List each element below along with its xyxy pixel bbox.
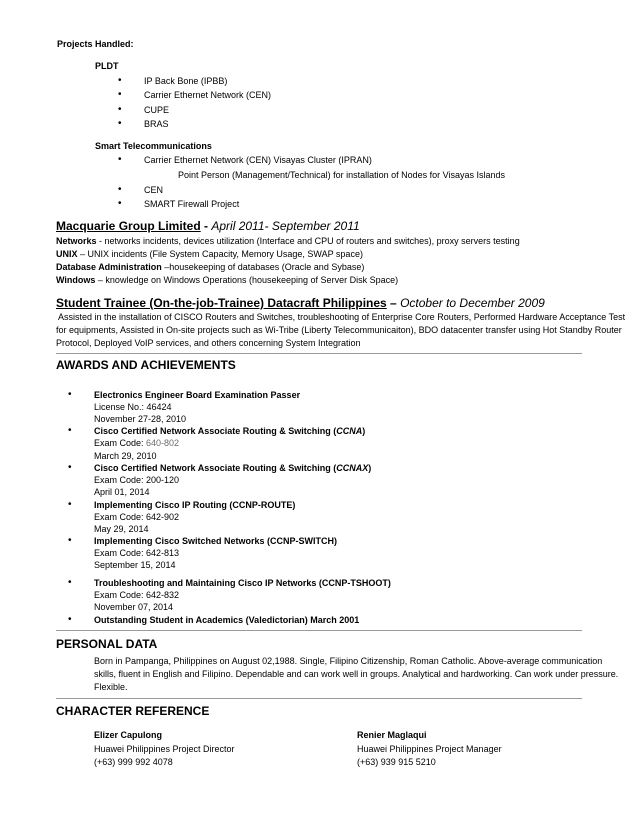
trainee-line: Assisted in the installation of CISCO Routers and Switches, troubleshooting of Enterprise Core Routers, Performed Hardware Acceptance Test: [58, 312, 626, 322]
trainee-line: Protocol, Deployed VoIP services, and others concerning System Integration: [56, 338, 361, 348]
award-title: • Implementing Cisco IP Routing (CCNP-ROUTE): [94, 499, 295, 511]
duty-text: – UNIX incidents (File System Capacity, Memory Usage, SWAP space): [77, 249, 363, 259]
award-title: • Cisco Certified Network Associate Routing & Switching (CCNA): [94, 425, 365, 437]
macquarie-separator: -: [200, 219, 212, 233]
award-date: November 07, 2014: [94, 602, 174, 612]
personal-line: skills, fluent in English and Filipino. Dependable and can work well in groups. Analytical and hardworking. Can work under pressure.: [94, 669, 619, 679]
reference-heading: CHARACTER REFERENCE: [56, 704, 210, 718]
award-detail: Exam Code: 640-802: [94, 438, 180, 448]
duty-text: –housekeeping of databases (Oracle and Sybase): [161, 262, 365, 272]
reference-name: Renier Maglaqui: [357, 730, 427, 740]
macquarie-line: [56, 235, 520, 247]
reference-name: Elizer Capulong: [94, 730, 163, 740]
section-divider: [56, 630, 582, 631]
duty-label: Networks: [56, 236, 97, 246]
personal-line: Flexible.: [94, 682, 128, 692]
smart-item: • CEN: [144, 184, 163, 196]
award-date: November 27-28, 2010: [94, 414, 187, 424]
pldt-item: • Carrier Ethernet Network (CEN): [144, 89, 271, 101]
section-divider: [56, 353, 582, 354]
macquarie-line: [56, 248, 363, 260]
award-detail: Exam Code: 200-120: [94, 475, 180, 485]
projects-heading: Projects Handled:: [57, 39, 134, 49]
personal-heading: PERSONAL DATA: [56, 637, 158, 651]
award-date: March 29, 2010: [94, 451, 157, 461]
pldt-item: • CUPE: [144, 104, 169, 116]
macquarie-dates: April 2011- September 2011: [211, 219, 360, 233]
smart-item-sub: Point Person (Management/Technical) for installation of Nodes for Visayas Islands: [178, 170, 506, 180]
duty-text: – knowledge on Windows Operations (housekeeping of Server Disk Space): [95, 275, 399, 285]
award-date: May 29, 2014: [94, 524, 149, 534]
trainee-separator: –: [386, 296, 401, 310]
duty-label: Windows: [56, 275, 96, 285]
award-title: • Outstanding Student in Academics (Valedictorian) March 2001: [94, 614, 359, 626]
award-title: • Implementing Cisco Switched Networks (CCNP-SWITCH): [94, 535, 337, 547]
award-date: September 15, 2014: [94, 560, 176, 570]
trainee-heading: [56, 296, 545, 310]
smart-item: • SMART Firewall Project: [144, 198, 239, 210]
trainee-line: for equipments, Assisted in On-site projects such as Wi-Tribe (Liberty Telecommunicaiton), BDO datacenter transfer using Hot Standby Router: [56, 325, 622, 335]
reference-phone: (+63) 999 992 4078: [94, 757, 173, 767]
pldt-label: PLDT: [95, 61, 119, 71]
award-title: • Cisco Certified Network Associate Routing & Switching (CCNAX): [94, 462, 371, 474]
trainee-title: Student Trainee (On-the-job-Trainee) Datacraft Philippines: [56, 296, 387, 310]
macquarie-line: [56, 261, 364, 273]
award-detail: License No.: 46424: [94, 402, 172, 412]
exam-code: 640-802: [146, 438, 180, 448]
pldt-item: • BRAS: [144, 118, 169, 130]
macquarie-heading: [56, 219, 360, 233]
award-detail: Exam Code: 642-832: [94, 590, 180, 600]
duty-text: - networks incidents, devices utilization (Interface and CPU of routers and switches), proxy servers testing: [96, 236, 520, 246]
personal-line: Born in Pampanga, Philippines on August 02,1988. Single, Filipino Citizenship, Roman Catholic. Above-average communication: [94, 656, 603, 666]
duty-label: UNIX: [56, 249, 78, 259]
reference-role: Huawei Philippines Project Director: [94, 744, 235, 754]
smart-item: • Carrier Ethernet Network (CEN) Visayas Cluster (IPRAN): [144, 154, 372, 166]
reference-phone: (+63) 939 915 5210: [357, 757, 436, 767]
section-divider: [56, 698, 582, 699]
duty-label: Database Administration: [56, 262, 162, 272]
macquarie-line: [56, 274, 398, 286]
award-detail: Exam Code: 642-813: [94, 548, 180, 558]
award-date: April 01, 2014: [94, 487, 150, 497]
award-title: • Troubleshooting and Maintaining Cisco IP Networks (CCNP-TSHOOT): [94, 577, 391, 589]
award-detail: Exam Code: 642-902: [94, 512, 180, 522]
pldt-item: • IP Back Bone (IPBB): [144, 75, 227, 87]
awards-heading: AWARDS AND ACHIEVEMENTS: [56, 358, 236, 372]
reference-role: Huawei Philippines Project Manager: [357, 744, 502, 754]
smart-label: Smart Telecommunications: [95, 141, 212, 151]
macquarie-company: Macquarie Group Limited: [56, 219, 201, 233]
award-title: • Electronics Engineer Board Examination Passer: [94, 389, 300, 401]
trainee-dates: October to December 2009: [400, 296, 545, 310]
